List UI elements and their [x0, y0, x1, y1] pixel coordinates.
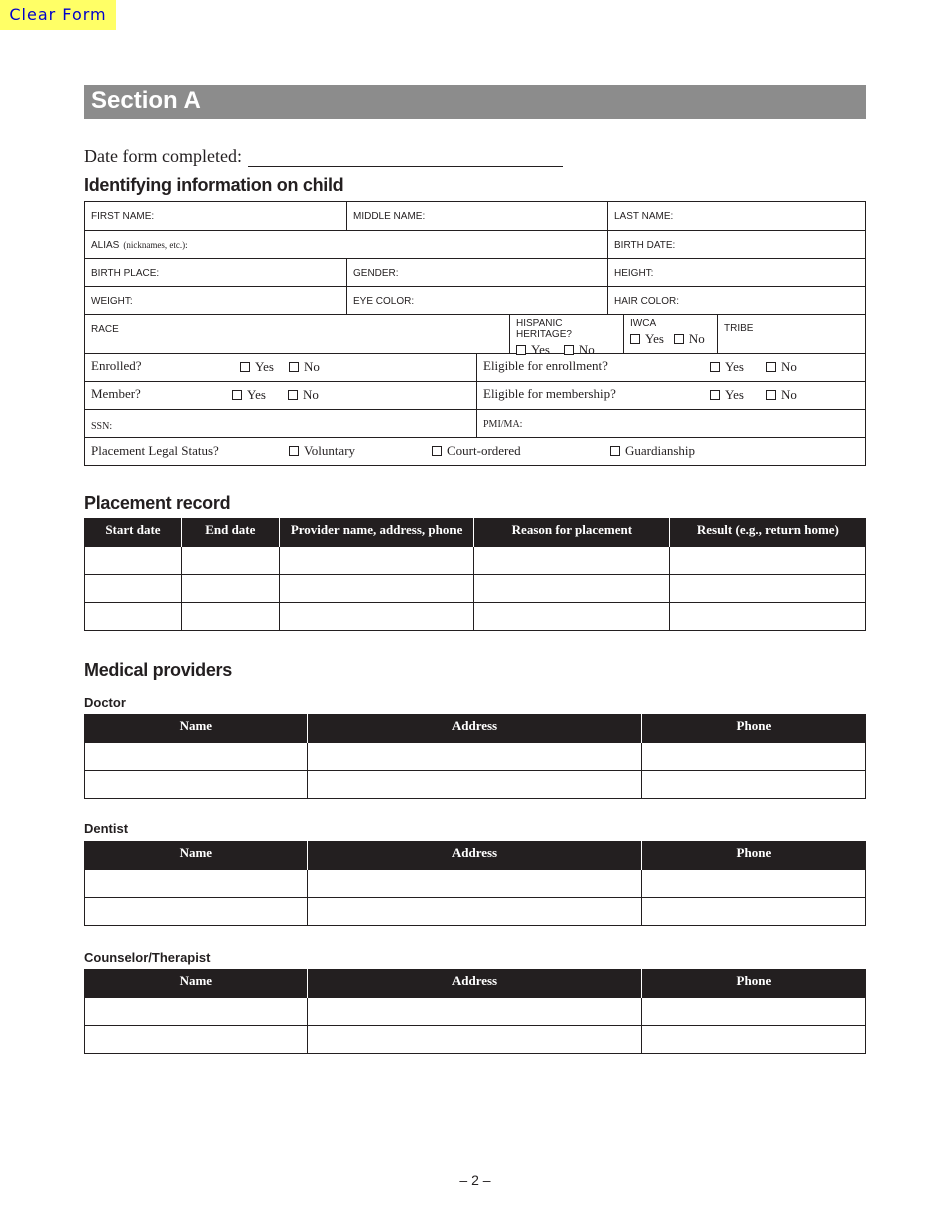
placement-status-label: Placement Legal Status? [91, 443, 219, 458]
table-cell[interactable] [642, 997, 866, 1025]
table-cell[interactable] [642, 742, 866, 770]
table-cell[interactable] [642, 1025, 866, 1053]
col-start-date: Start date [85, 518, 182, 546]
height-label: HEIGHT: [614, 268, 654, 279]
court-ordered-checkbox[interactable]: Court-ordered [432, 443, 521, 459]
first-name-field[interactable] [85, 202, 346, 230]
identifying-heading: Identifying information on child [84, 175, 344, 195]
checkbox-icon [289, 446, 299, 456]
col-phone: Phone [642, 841, 866, 869]
table-row [85, 869, 866, 897]
table-cell[interactable] [85, 574, 182, 602]
eye-color-label: EYE COLOR: [353, 296, 415, 307]
col-name: Name [85, 969, 308, 997]
enrolled-cell [85, 354, 476, 381]
placement-table [84, 518, 866, 631]
checkbox-icon [766, 390, 776, 400]
dentist-table [84, 841, 866, 926]
height-field[interactable] [607, 259, 865, 286]
counselor-table [84, 969, 866, 1054]
table-cell[interactable] [642, 869, 866, 897]
col-name: Name [85, 714, 308, 742]
checkbox-icon [288, 390, 298, 400]
checkbox-icon [766, 362, 776, 372]
birth-place-label: BIRTH PLACE: [91, 268, 160, 279]
eligible-enrollment-label: Eligible for enrollment? [483, 358, 608, 373]
checkbox-icon [674, 334, 684, 344]
table-cell[interactable] [670, 546, 866, 574]
tribe-field[interactable] [717, 315, 865, 353]
checkbox-icon [610, 446, 620, 456]
birth-place-field[interactable] [85, 259, 346, 286]
table-cell[interactable] [474, 546, 670, 574]
hair-color-field[interactable] [607, 287, 865, 314]
iwca-cell [623, 315, 717, 353]
col-phone: Phone [642, 969, 866, 997]
table-cell[interactable] [642, 897, 866, 925]
table-cell[interactable] [642, 770, 866, 798]
table-cell[interactable] [181, 546, 279, 574]
table-cell[interactable] [307, 897, 642, 925]
col-address: Address [307, 969, 642, 997]
weight-field[interactable] [85, 287, 346, 314]
table-cell[interactable] [670, 574, 866, 602]
doctor-heading: Doctor [84, 695, 126, 710]
race-label: RACE [91, 324, 119, 335]
last-name-label: LAST NAME: [614, 211, 674, 222]
enrolled-label: Enrolled? [91, 358, 142, 373]
table-cell[interactable] [181, 602, 279, 630]
tribe-label: TRIBE [724, 323, 754, 334]
weight-label: WEIGHT: [91, 296, 133, 307]
eligible-enrollment-no-checkbox[interactable]: No [766, 359, 797, 375]
guardianship-checkbox[interactable]: Guardianship [610, 443, 695, 459]
table-row [85, 602, 866, 630]
table-row [85, 997, 866, 1025]
table-cell[interactable] [85, 997, 308, 1025]
checkbox-icon [289, 362, 299, 372]
eligible-membership-label: Eligible for membership? [483, 386, 616, 401]
table-cell[interactable] [85, 770, 308, 798]
col-result: Result (e.g., return home) [670, 518, 866, 546]
col-phone: Phone [642, 714, 866, 742]
checkbox-icon [710, 362, 720, 372]
counselor-heading: Counselor/Therapist [84, 950, 211, 965]
ssn-label: SSN: [91, 421, 113, 432]
table-cell[interactable] [307, 997, 642, 1025]
pmi-label: PMI/MA: [483, 419, 523, 430]
alias-field[interactable] [85, 231, 607, 258]
table-cell[interactable] [307, 770, 642, 798]
table-cell[interactable] [85, 1025, 308, 1053]
col-end-date: End date [181, 518, 279, 546]
dentist-heading: Dentist [84, 821, 129, 836]
table-cell[interactable] [279, 546, 474, 574]
race-field[interactable] [85, 315, 509, 353]
eligible-membership-yes-checkbox[interactable]: Yes [710, 387, 744, 403]
table-cell[interactable] [85, 897, 308, 925]
col-address: Address [307, 714, 642, 742]
eligible-enrollment-yes-checkbox[interactable]: Yes [710, 359, 744, 375]
page-number: – 2 – [459, 1172, 491, 1188]
table-cell[interactable] [670, 602, 866, 630]
section-title: Section A [84, 85, 866, 119]
medical-heading: Medical providers [84, 660, 232, 680]
col-address: Address [307, 841, 642, 869]
member-cell [85, 382, 476, 409]
hispanic-yes-checkbox[interactable]: Yes [516, 342, 550, 358]
table-row [85, 742, 866, 770]
iwca-label: IWCA [630, 318, 657, 329]
middle-name-label: MIDDLE NAME: [353, 211, 426, 222]
gender-field[interactable] [346, 259, 607, 286]
table-cell[interactable] [279, 602, 474, 630]
table-cell[interactable] [85, 869, 308, 897]
date-completed-row [84, 143, 563, 167]
eligible-enrollment-cell [476, 354, 865, 381]
eligible-membership-no-checkbox[interactable]: No [766, 387, 797, 403]
table-row [85, 770, 866, 798]
table-cell[interactable] [85, 742, 308, 770]
table-cell[interactable] [181, 574, 279, 602]
alias-label: ALIAS [91, 240, 120, 251]
first-name-label: FIRST NAME: [91, 211, 155, 222]
iwca-yes-checkbox[interactable]: Yes [630, 331, 664, 347]
enrolled-yes-checkbox[interactable]: Yes [240, 359, 274, 375]
voluntary-checkbox[interactable]: Voluntary [289, 443, 355, 459]
table-cell[interactable] [307, 742, 642, 770]
hispanic-label: HISPANIC HERITAGE? [516, 318, 572, 340]
checkbox-icon [630, 334, 640, 344]
checkbox-icon [240, 362, 250, 372]
table-cell[interactable] [474, 602, 670, 630]
middle-name-field[interactable] [346, 202, 607, 230]
enrolled-no-checkbox[interactable]: No [289, 359, 320, 375]
placement-heading: Placement record [84, 493, 231, 513]
table-cell[interactable] [474, 574, 670, 602]
member-no-checkbox[interactable]: No [288, 387, 319, 403]
birth-date-label: BIRTH DATE: [614, 240, 676, 251]
table-row [85, 1025, 866, 1053]
table-row [85, 897, 866, 925]
pmi-field[interactable] [476, 410, 865, 437]
identifying-grid [84, 201, 866, 466]
eye-color-field[interactable] [346, 287, 607, 314]
col-reason: Reason for placement [474, 518, 670, 546]
birth-date-field[interactable] [607, 231, 865, 258]
eligible-membership-cell [476, 382, 865, 409]
checkbox-icon [232, 390, 242, 400]
iwca-no-checkbox[interactable]: No [674, 331, 705, 347]
checkbox-icon [710, 390, 720, 400]
table-cell[interactable] [85, 602, 182, 630]
ssn-field[interactable] [85, 410, 476, 437]
last-name-field[interactable] [607, 202, 865, 230]
doctor-table [84, 714, 866, 799]
table-cell[interactable] [85, 546, 182, 574]
hair-color-label: HAIR COLOR: [614, 296, 680, 307]
date-label: Date form completed: [84, 146, 242, 166]
table-row [85, 546, 866, 574]
member-label: Member? [91, 386, 141, 401]
alias-note: (nicknames, etc.): [123, 240, 188, 250]
gender-label: GENDER: [353, 268, 399, 279]
checkbox-icon [432, 446, 442, 456]
table-cell[interactable] [279, 574, 474, 602]
date-completed-field[interactable] [248, 151, 563, 167]
member-yes-checkbox[interactable]: Yes [232, 387, 266, 403]
placement-status-row [85, 437, 865, 465]
clear-form-button[interactable]: Clear Form [0, 0, 116, 30]
table-row [85, 574, 866, 602]
table-cell[interactable] [307, 1025, 642, 1053]
hispanic-cell [509, 315, 623, 357]
hispanic-no-checkbox[interactable]: No [564, 342, 595, 358]
table-cell[interactable] [307, 869, 642, 897]
col-provider: Provider name, address, phone [279, 518, 474, 546]
col-name: Name [85, 841, 308, 869]
